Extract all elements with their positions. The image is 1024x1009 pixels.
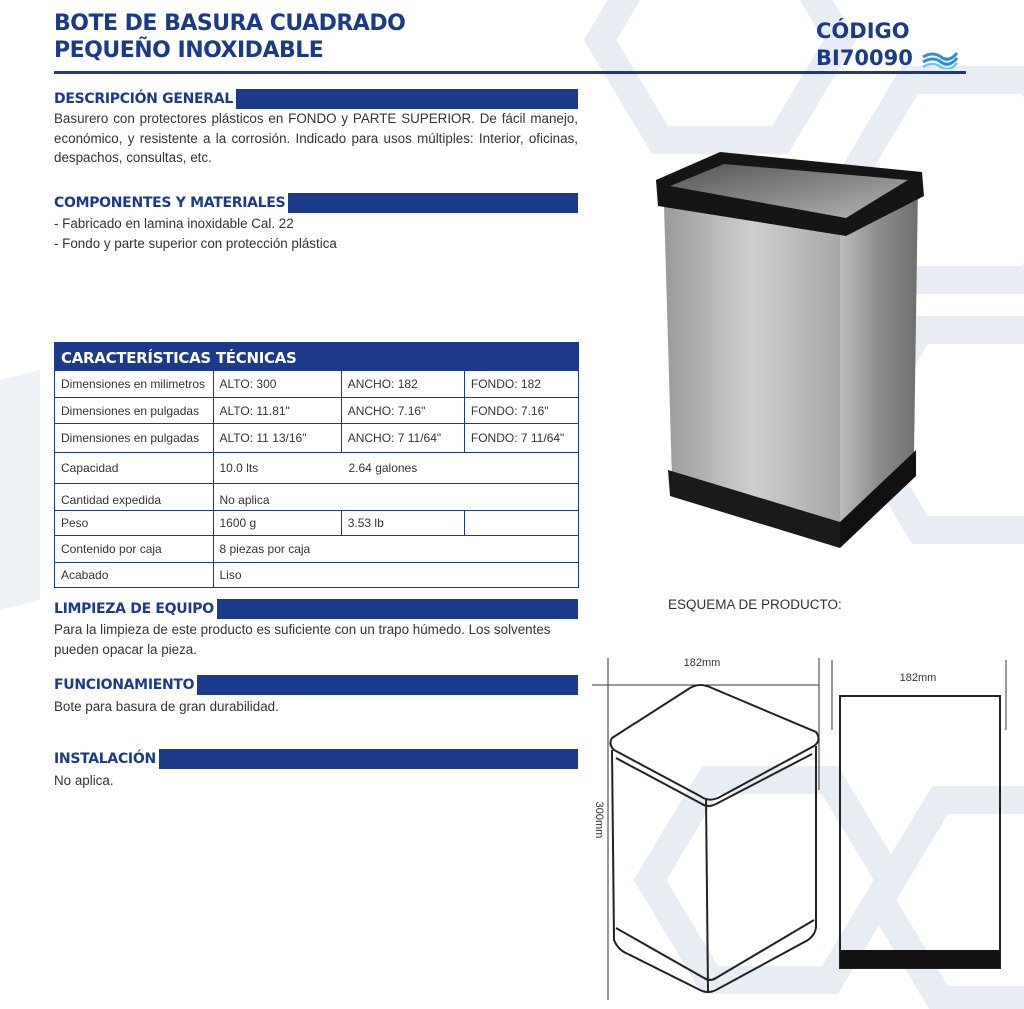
section-funcionamiento-title: FUNCIONAMIENTO [54, 675, 197, 696]
row-label: Dimensiones en milimetros [55, 371, 214, 398]
cell-value [213, 453, 579, 484]
wave-logo-icon [921, 49, 959, 69]
schema-side-drawing [830, 660, 1010, 975]
cell-value: ANCHO: 182 [341, 371, 464, 398]
table-row [55, 371, 579, 398]
caracteristicas-table [54, 370, 579, 588]
code-value: BI70090 [816, 46, 913, 70]
table-row [55, 398, 579, 424]
schema-width-3d: 182mm [683, 657, 721, 669]
table-row [55, 563, 579, 588]
section-limpieza-title: LIMPIEZA DE EQUIPO [54, 599, 217, 620]
cell-value: ALTO: 11.81" [213, 398, 341, 424]
table-row [55, 511, 579, 536]
table-row [55, 484, 579, 511]
cell-value: ALTO: 300 [213, 371, 341, 398]
cell-value: Liso [213, 563, 579, 588]
section-componentes-title: COMPONENTES Y MATERIALES [54, 193, 288, 214]
row-label: Peso [55, 511, 214, 536]
row-label: Cantidad expedida [55, 484, 214, 511]
section-funcionamiento-header [54, 675, 578, 695]
section-funcionamiento-text: Bote para basura de gran durabilidad. [54, 699, 279, 714]
row-label: Contenido por caja [55, 536, 214, 563]
schema-label: ESQUEMA DE PRODUCTO: [668, 597, 842, 612]
cell-value: 8 piezas por caja [213, 536, 579, 563]
schema-height-3d: 300mm [593, 801, 605, 839]
row-label: Dimensiones en pulgadas [55, 424, 214, 453]
header-rule [54, 71, 966, 74]
section-componentes-list [54, 214, 578, 253]
capacidad-gal: 2.64 galones [348, 461, 418, 475]
cell-value: ALTO: 11 13/16" [213, 424, 341, 453]
title-line-1: BOTE DE BASURA CUADRADO [54, 11, 406, 36]
schema-width-side: 182mm [899, 672, 937, 684]
componentes-item: - Fabricado en lamina inoxidable Cal. 22 [54, 216, 294, 231]
cell-value [464, 511, 578, 536]
cell-value: ANCHO: 7.16" [341, 398, 464, 424]
section-descripcion-header [54, 89, 578, 109]
product-title [54, 10, 405, 64]
table-row [55, 453, 579, 484]
product-photo [650, 150, 930, 555]
cell-value: FONDO: 182 [464, 371, 578, 398]
cell-value: 3.53 lb [341, 511, 464, 536]
cell-value: FONDO: 7 11/64" [464, 424, 578, 453]
row-label: Acabado [55, 563, 214, 588]
section-instalacion-header [54, 749, 578, 769]
componentes-item: - Fondo y parte superior con protección plástica [54, 235, 337, 251]
table-row [55, 424, 579, 453]
section-limpieza-text: Para la limpieza de este producto es suficiente con un trapo húmedo. Los solventes pueden opacar la pieza. [54, 622, 551, 657]
section-instalacion-text: No aplica. [54, 773, 114, 788]
cell-value: ANCHO: 7 11/64" [341, 424, 464, 453]
section-componentes-header [54, 193, 578, 213]
product-code [816, 18, 959, 72]
caracteristicas-header: CARACTERÍSTICAS TÉCNICAS [54, 342, 579, 370]
section-limpieza-header [54, 599, 578, 619]
cell-value: No aplica [213, 484, 579, 511]
capacidad-lts: 10.0 lts [219, 461, 259, 475]
table-row [55, 536, 579, 563]
schema-3d-drawing [590, 650, 830, 1000]
row-label: Dimensiones en pulgadas [55, 398, 214, 424]
title-line-2: PEQUEÑO INOXIDABLE [54, 38, 324, 63]
row-label: Capacidad [55, 453, 214, 484]
cell-value: 1600 g [213, 511, 341, 536]
section-descripcion-title: DESCRIPCIÓN GENERAL [54, 89, 236, 110]
code-label: CÓDIGO [816, 19, 910, 43]
section-descripcion-text: Basurero con protectores plásticos en FONDO y PARTE SUPERIOR. De fácil manejo, económico, y resistente a la corrosión. Indicado para usos múltiples: Interior, oficinas, despachos, consultas, etc. [54, 111, 578, 165]
cell-value: FONDO: 7.16" [464, 398, 578, 424]
section-instalacion-title: INSTALACIÓN [54, 749, 159, 770]
